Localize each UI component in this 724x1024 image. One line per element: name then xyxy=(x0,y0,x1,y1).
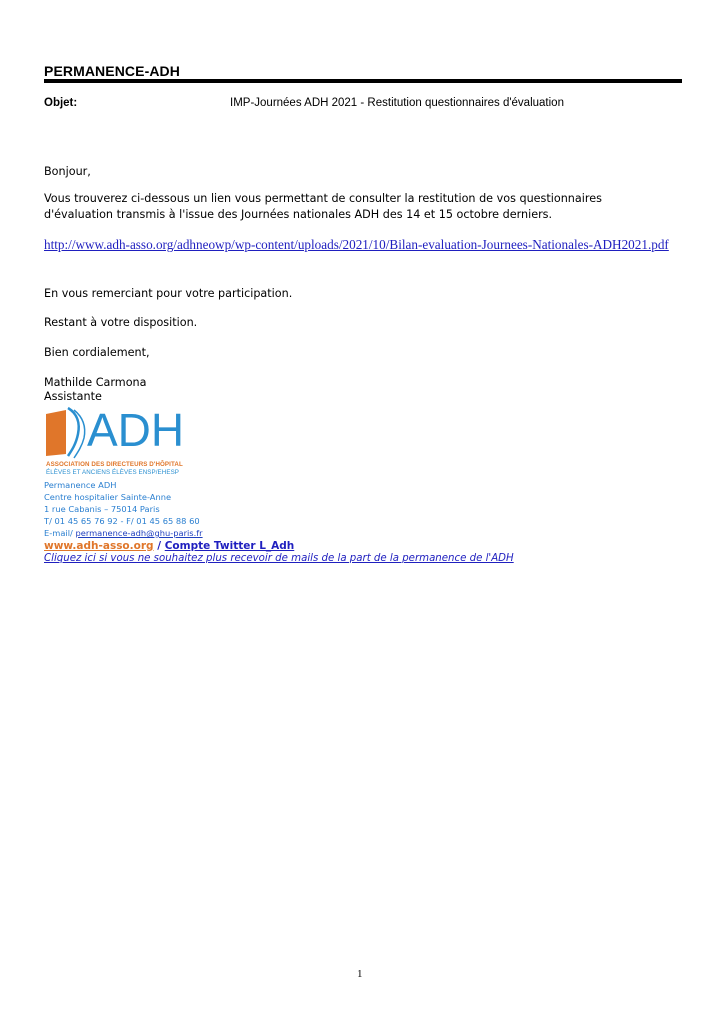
logo-subtitle-1: ASSOCIATION DES DIRECTEURS D'HÔPITAL xyxy=(46,461,183,468)
page-number: 1 xyxy=(357,968,363,980)
contact-org: Permanence ADH xyxy=(44,480,117,490)
twitter-link[interactable]: Compte Twitter L_Adh xyxy=(164,540,295,552)
thanks-text: En vous remerciant pour votre participation. xyxy=(44,287,293,300)
paragraph-line-1: Vous trouverez ci-dessous un lien vous permettant de consulter la restitution de vos questionnaires xyxy=(44,192,602,205)
signer-name: Mathilde Carmona xyxy=(44,376,147,389)
contact-address: 1 rue Cabanis – 75014 Paris xyxy=(44,504,160,514)
closing-text: Bien cordialement, xyxy=(44,346,150,359)
header-rule xyxy=(44,79,682,83)
report-link[interactable]: http://www.adh-asso.org/adhneowp/wp-content/uploads/2021/10/Bilan-evaluation-Journees-Nationales-ADH2021.pdf xyxy=(44,237,669,252)
signer-role: Assistante xyxy=(44,390,102,403)
contact-phone: T/ 01 45 65 76 92 - F/ 01 45 65 88 60 xyxy=(44,516,200,526)
logo-subtitle-2: ÉLÈVES ET ANCIENS ÉLÈVES ENSP/EHESP xyxy=(46,469,180,476)
website-link[interactable]: www.adh-asso.org xyxy=(44,540,154,552)
unsubscribe-link[interactable]: Cliquez ici si vous ne souhaitez plus recevoir de mails de la part de la permanence de l'ADH xyxy=(44,553,514,564)
subject-label: Objet: xyxy=(44,97,78,109)
logo-text: ADH xyxy=(87,404,185,456)
greeting: Bonjour, xyxy=(44,165,91,178)
email-prefix: E-mail/ xyxy=(44,528,76,538)
paragraph-line-2: d'évaluation transmis à l'issue des Journées nationales ADH des 14 et 15 octobre derniers. xyxy=(44,208,553,221)
contact-hospital: Centre hospitalier Sainte-Anne xyxy=(44,492,172,502)
footer-links xyxy=(44,540,294,552)
subject-value: IMP-Journées ADH 2021 - Restitution questionnaires d'évaluation xyxy=(230,97,564,109)
header-title: PERMANENCE-ADH xyxy=(44,63,180,79)
email-link[interactable]: permanence-adh@ghu-paris.fr xyxy=(75,528,203,538)
availability-text: Restant à votre disposition. xyxy=(44,316,198,329)
contact-email-line xyxy=(44,527,203,539)
link-separator: / xyxy=(153,540,165,552)
